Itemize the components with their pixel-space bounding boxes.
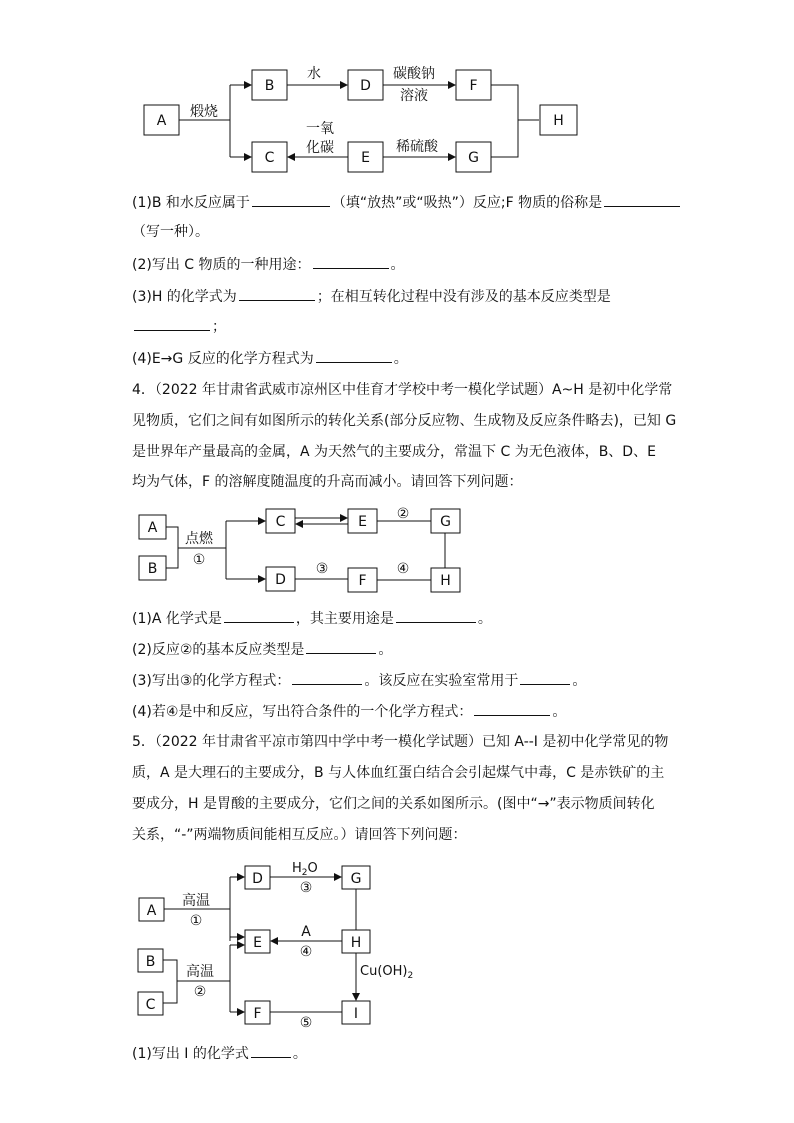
conn-3-A (164, 877, 230, 941)
d3-label-H: H (350, 935, 362, 951)
d2-edge-r3: ③ (315, 561, 329, 577)
d2-label-D: D (275, 572, 286, 588)
q3-line-1: (1)B 和水反应属于 （填“放热”或“吸热”）反应;F 物质的俗称是 (132, 192, 672, 213)
q4-intro-2: 见物质，它们之间有如图所示的转化关系(部分反应物、生成物及反应条件略去)，已知 G (132, 413, 677, 429)
blank[interactable] (306, 639, 376, 654)
d1-label-G: G (468, 150, 479, 166)
q5-intro-3: 要成分，H 是胃酸的主要成分，它们之间的关系如图所示。(图中“→”表示物质间转化 (132, 796, 655, 812)
d2-edge-r4: ④ (396, 561, 410, 577)
d1-label-F: F (469, 78, 478, 94)
q3-line-6: (4)E→G 反应的化学方程式为 。 (132, 348, 672, 369)
d3-label-F: F (253, 1006, 262, 1022)
d3-label-G: G (350, 871, 362, 887)
q3-line-5: ； (132, 316, 672, 337)
d3-label-D: D (252, 871, 263, 887)
d1-edge-water: 水 (307, 66, 321, 82)
d1-edge-h2so4: 稀硫酸 (396, 139, 438, 155)
d2-edge-ignite: 点燃 (185, 531, 213, 547)
q4-line-4: (4)若④是中和反应，写出符合条件的一个化学方程式： 。 (132, 701, 672, 722)
d1-label-B: B (264, 78, 275, 94)
q5-intro-4: 关系，“-”两端物质间能相互反应。）请回答下列问题： (132, 827, 467, 843)
conn-1-A-fork (179, 85, 230, 157)
d3-edge-hightemp-2: 高温 (186, 964, 214, 980)
blank[interactable] (520, 670, 570, 685)
d1-label-E: E (361, 150, 370, 166)
q5-intro-2: 质，A 是大理石的主要成分，B 与人体血红蛋白结合会引起煤气中毒，C 是赤铁矿的主 (132, 765, 665, 781)
d3-edge-cuoh2: $Cu(OH)_2$ (360, 964, 414, 981)
q3-line-2: （写一种）。 (132, 224, 209, 240)
d3-edge-r2: ② (193, 984, 207, 1000)
blank[interactable] (313, 254, 389, 269)
d3-edge-r1: ① (189, 913, 203, 929)
blank[interactable] (604, 192, 680, 207)
d1-label-H: H (553, 113, 564, 129)
d3-label-C: C (145, 997, 156, 1013)
blank[interactable] (224, 608, 294, 623)
q4-intro-4: 均为气体，F 的溶解度随温度的升高而减小。请回答下列问题： (132, 474, 523, 490)
blank[interactable] (239, 286, 315, 301)
d2-edge-r2: ② (396, 506, 410, 522)
d2-edge-r1: ① (192, 552, 206, 568)
d2-label-B: B (147, 561, 158, 577)
d2-label-E: E (358, 514, 367, 530)
d2-label-C: C (275, 514, 286, 530)
d3-edge-r5: ⑤ (299, 1015, 313, 1031)
q3-line-4: (3)H 的化学式为 ；在相互转化过程中没有涉及的基本反应类型是 (132, 286, 672, 307)
d3-edge-h2o: $H_2O$ (292, 861, 318, 878)
q5-intro-1: 5．（2022 年甘肃省平凉市第四中学中考一模化学试题）已知 A--I 是初中化学常见的物 (132, 734, 669, 750)
d2-label-A: A (147, 520, 158, 536)
q5-line-1: (1)写出 I 的化学式 。 (132, 1043, 672, 1064)
q4-intro-3: 是世界年产量最高的金属，A 为天然气的主要成分，常温下 C 为无色液体，B、D、E (132, 444, 656, 460)
blank[interactable] (396, 608, 476, 623)
d2-label-G: G (440, 514, 451, 530)
conn-2-AB (166, 521, 226, 579)
blank[interactable] (474, 701, 550, 716)
q4-line-3: (3)写出③的化学方程式： 。该反应在实验室常用于 。 (132, 670, 672, 691)
d3-label-A: A (146, 903, 157, 919)
d1-label-C: C (264, 150, 275, 166)
q4-line-1: (1)A 化学式是 ，其主要用途是 。 (132, 608, 672, 629)
diagram-2 (139, 509, 460, 592)
q4-line-2: (2)反应②的基本反应类型是 。 (132, 639, 672, 660)
conn-1-FG-H (491, 85, 539, 157)
d3-edge-hightemp-1: 高温 (182, 893, 210, 909)
d3-edge-a: A (301, 924, 311, 940)
blank[interactable] (316, 348, 392, 363)
d3-label-B: B (145, 954, 156, 970)
q3-line-3: (2)写出 C 物质的一种用途： 。 (132, 254, 672, 275)
blank[interactable] (134, 316, 210, 331)
d1-edge-calcine: 煅烧 (190, 104, 218, 120)
d1-edge-co-2: 化碳 (306, 140, 334, 156)
blank[interactable] (252, 192, 330, 207)
q4-intro-1: 4．（2022 年甘肃省武威市凉州区中佳育才学校中考一模化学试题）A~H 是初中化学常 (132, 382, 673, 398)
d3-label-E: E (253, 935, 262, 951)
d3-edge-r3: ③ (299, 880, 313, 896)
blank[interactable] (251, 1043, 291, 1058)
blank[interactable] (292, 670, 362, 685)
d1-label-D: D (360, 78, 371, 94)
d2-label-F: F (358, 573, 367, 589)
d3-edge-r4: ④ (299, 944, 313, 960)
d1-edge-na2co3-2: 溶液 (400, 88, 428, 104)
d3-label-I: I (353, 1006, 359, 1022)
d1-edge-na2co3-1: 碳酸钠 (393, 66, 435, 82)
d1-edge-co-1: 一氧 (306, 121, 334, 137)
d1-label-A: A (156, 113, 167, 129)
d2-label-H: H (440, 573, 451, 589)
